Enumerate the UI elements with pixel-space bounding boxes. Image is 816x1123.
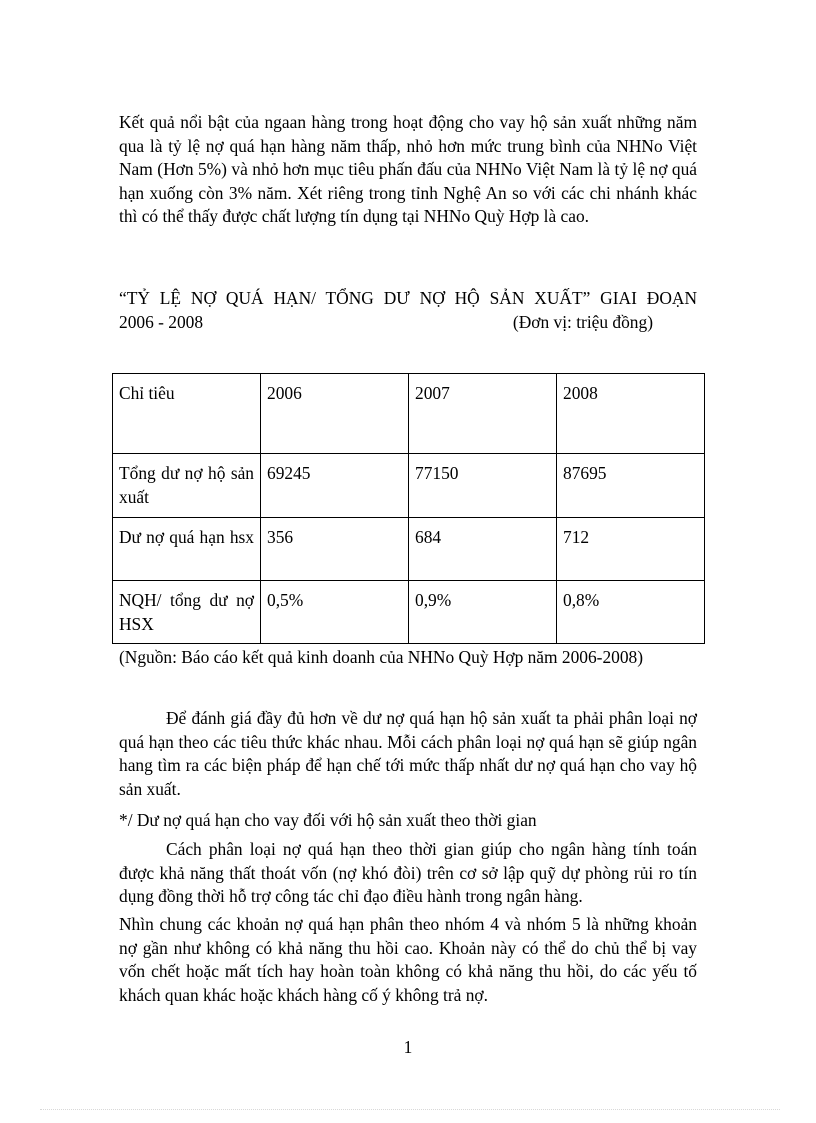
header-cell: 2008 bbox=[557, 374, 705, 454]
table-cell: 356 bbox=[261, 518, 409, 581]
header-cell: 2006 bbox=[261, 374, 409, 454]
table-cell: 684 bbox=[409, 518, 557, 581]
table-cell: 712 bbox=[557, 518, 705, 581]
table-period: 2006 - 2008 bbox=[119, 311, 204, 332]
header-cell: 2007 bbox=[409, 374, 557, 454]
table-row bbox=[113, 454, 705, 518]
paragraph-4: Nhìn chung các khoản nợ quá hạn phân theo nhóm 4 và nhóm 5 là những khoản nợ gần như không có khả năng thu hồi cao. Khoản này có thể do chủ thể bị vay vốn chết hoặc mất tích hay hoàn toàn không có khả năng thu hồi, do các yếu tố khách quan khác hoặc khách hàng cố ý không trả nợ. bbox=[119, 914, 697, 1005]
table-cell: 0,9% bbox=[409, 581, 557, 644]
page-number: 1 bbox=[403, 1037, 413, 1057]
paragraph-2: Để đánh giá đầy đủ hơn về dư nợ quá hạn hộ sản xuất ta phải phân loại nợ quá hạn theo các tiêu thức khác nhau. Mỗi cách phân loại nợ quá hạn sẽ giúp ngân hang tìm ra các biện pháp để hạn chế tới mức thấp nhất dư nợ quá hạn cho vay hộ sản xuất. bbox=[119, 708, 697, 799]
intro-paragraph: Kết quả nổi bật của ngaan hàng trong hoạt động cho vay hộ sản xuất những năm qua là tỷ lệ nợ quá hạn hàng năm thấp, nhỏ hơn mức trung bình của NHNo Việt Nam (Hơn 5%) và nhỏ hơn mục tiêu phấn đấu của NHNo Việt Nam là tỷ lệ nợ quá hạn xuống còn 3% năm. Xét riêng trong tỉnh Nghệ An so với các chi nhánh khác thì có thể thấy được chất lượng tín dụng tại NHNo Quỳ Hợp là cao. bbox=[119, 112, 697, 226]
table-cell: 69245 bbox=[261, 454, 409, 518]
table-row bbox=[113, 581, 705, 644]
table-row bbox=[113, 518, 705, 581]
table-header-row bbox=[113, 374, 705, 454]
table-unit: (Đơn vị: triệu đồng) bbox=[512, 311, 653, 332]
table-cell: 0,8% bbox=[557, 581, 705, 644]
row-label: Dư nợ quá hạn hsx bbox=[113, 518, 261, 581]
table-cell: 0,5% bbox=[261, 581, 409, 644]
header-cell: Chỉ tiêu bbox=[113, 374, 261, 454]
table-title-line1: “TỶ LỆ NỢ QUÁ HẠN/ TỔNG DƯ NỢ HỘ SẢN XUẤT” GIAI ĐOẠN bbox=[119, 288, 697, 308]
table-cell: 87695 bbox=[557, 454, 705, 518]
section-heading: */ Dư nợ quá hạn cho vay đối với hộ sản xuất theo thời gian bbox=[119, 810, 537, 830]
table-title-line2 bbox=[119, 311, 697, 335]
row-label: Tổng dư nợ hộ sản xuất bbox=[113, 454, 261, 518]
source-note: (Nguồn: Báo cáo kết quả kinh doanh của NHNo Quỳ Hợp năm 2006-2008) bbox=[119, 647, 644, 667]
row-label: NQH/ tổng dư nợ HSX bbox=[113, 581, 261, 644]
paragraph-3: Cách phân loại nợ quá hạn theo thời gian giúp cho ngân hàng tính toán được khả năng thất thoát vốn (nợ khó đòi) trên cơ sở lập quỹ dự phòng rủi ro tín dụng đồng thời hỗ trợ công tác chỉ đạo điều hành trong ngân hàng. bbox=[119, 839, 697, 906]
page-bottom-divider bbox=[40, 1109, 780, 1110]
table-cell: 77150 bbox=[409, 454, 557, 518]
debt-ratio-table bbox=[112, 373, 705, 644]
table-title bbox=[119, 287, 697, 334]
